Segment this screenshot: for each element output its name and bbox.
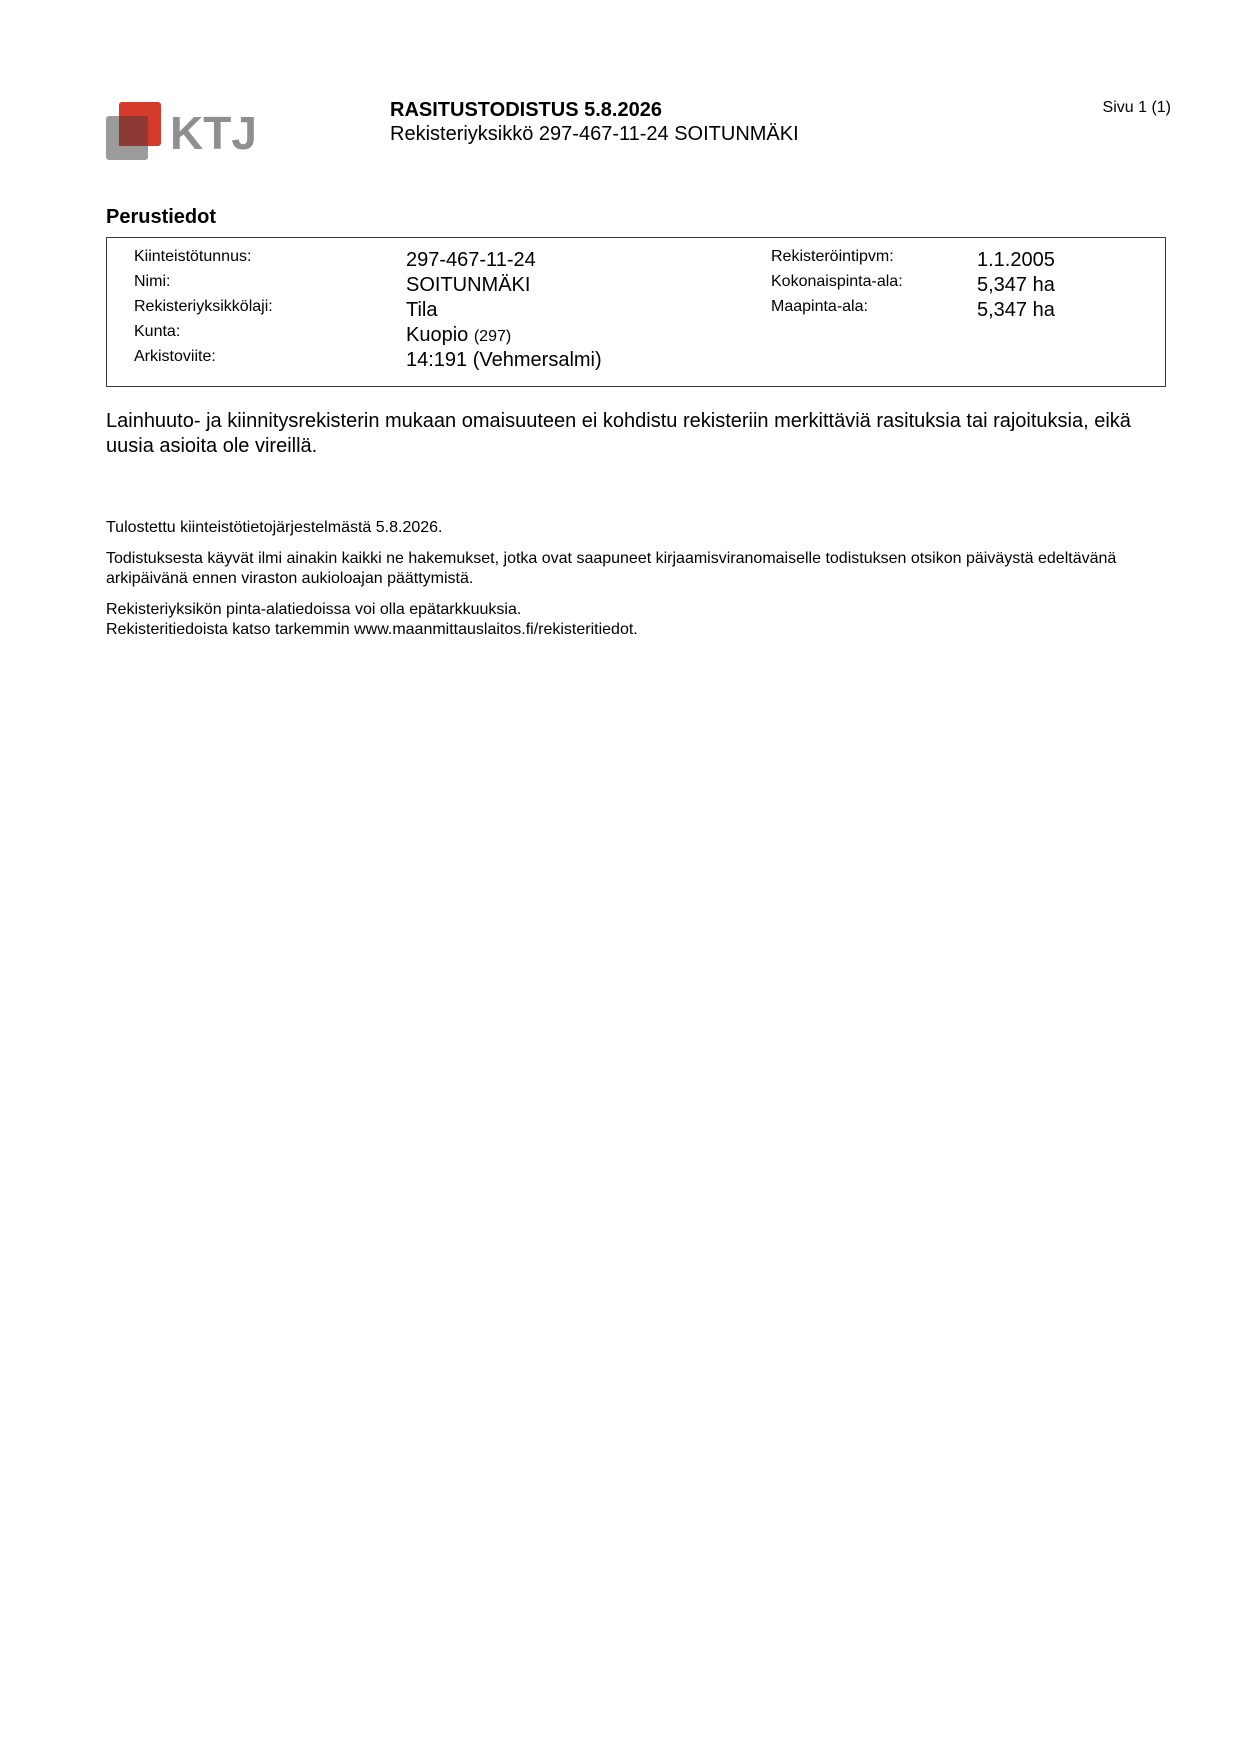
info-row bbox=[107, 323, 1165, 348]
value-archive-ref: 14:191 (Vehmersalmi) bbox=[406, 349, 602, 371]
area-note-line2: Rekisteritiedoista katso tarkemmin www.maanmittauslaitos.fi/rekisteritiedot. bbox=[106, 621, 638, 638]
value-name: SOITUNMÄKI bbox=[406, 274, 531, 296]
document-subtitle: Rekisteriyksikkö 297-467-11-24 SOITUNMÄKI bbox=[390, 123, 799, 145]
value-land-area: 5,347 ha bbox=[977, 299, 1055, 321]
area-note-line1: Rekisteriyksikön pinta-alatiedoissa voi olla epätarkkuuksia. bbox=[106, 601, 522, 618]
encumbrance-statement: Lainhuuto- ja kiinnitysrekisterin mukaan omaisuuteen ei kohdistu rekisteriin merkittäviä rasituksia tai rajoituksia, eikä uusia asioita ole vireillä. bbox=[106, 410, 1131, 457]
value-total-area: 5,347 ha bbox=[977, 274, 1055, 296]
municipality-code: (297) bbox=[473, 328, 512, 345]
basic-info-box bbox=[106, 237, 1166, 387]
value-registration-date: 1.1.2005 bbox=[977, 249, 1055, 271]
value-municipality bbox=[406, 324, 511, 347]
label-municipality: Kunta: bbox=[134, 323, 181, 340]
label-archive-ref: Arkistoviite: bbox=[134, 348, 216, 365]
info-row bbox=[107, 273, 1165, 298]
info-row bbox=[107, 298, 1165, 323]
label-property-id: Kiinteistötunnus: bbox=[134, 248, 252, 265]
label-unit-type: Rekisteriyksikkölaji: bbox=[134, 298, 273, 315]
info-row bbox=[107, 348, 1165, 373]
ktj-logo bbox=[106, 102, 256, 162]
printed-note: Tulostettu kiinteistötietojärjestelmästä 5.8.2026. bbox=[106, 519, 443, 536]
value-unit-type: Tila bbox=[406, 299, 438, 321]
area-note bbox=[106, 600, 1171, 640]
municipality-name: Kuopio bbox=[406, 324, 469, 346]
footer-notes bbox=[106, 518, 1171, 651]
title-block bbox=[390, 98, 799, 146]
document-title: RASITUSTODISTUS 5.8.2026 bbox=[390, 99, 662, 121]
logo-text: KTJ bbox=[170, 107, 256, 159]
label-name: Nimi: bbox=[134, 273, 171, 290]
value-property-id: 297-467-11-24 bbox=[406, 249, 536, 271]
applications-note: Todistuksesta käyvät ilmi ainakin kaikki ne hakemukset, jotka ovat saapuneet kirjaamisviranomaiselle todistuksen otsikon päiväystä edeltävänä arkipäivänä ennen viraston aukioloajan päättymistä. bbox=[106, 550, 1117, 587]
label-total-area: Kokonaispinta-ala: bbox=[771, 273, 903, 290]
label-land-area: Maapinta-ala: bbox=[771, 298, 868, 315]
info-row bbox=[107, 248, 1165, 273]
page-number: Sivu 1 (1) bbox=[1102, 99, 1171, 116]
section-heading-perustiedot: Perustiedot bbox=[106, 206, 217, 228]
label-registration-date: Rekisteröintipvm: bbox=[771, 248, 894, 265]
